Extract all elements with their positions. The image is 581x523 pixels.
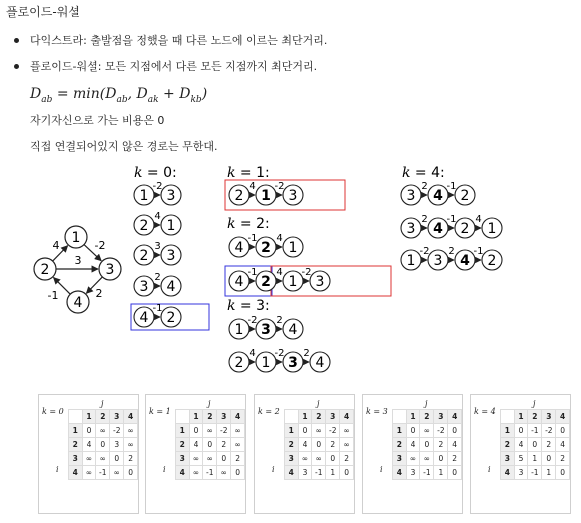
path-sequence	[401, 181, 475, 205]
node-label: 3	[105, 262, 115, 278]
bullet-text: 플로이드-워셜: 모든 지점에서 다른 모든 지점까지 최단거리.	[30, 60, 318, 73]
table-cell: -1	[420, 466, 434, 480]
edge-weight: 4	[52, 239, 60, 252]
path-sequence	[134, 272, 181, 296]
path-node-label: 3	[288, 188, 298, 204]
path-node-label: 2	[487, 253, 497, 269]
path-weight: 2	[276, 315, 283, 326]
table-cell: 0	[420, 438, 434, 452]
bullet-text: 다익스트라: 출발점을 정했을 때 다른 노드에 이르는 최단거리.	[30, 34, 328, 47]
path-weight: 2	[421, 214, 428, 225]
table-cell: 4	[82, 438, 96, 452]
table-row	[501, 438, 570, 452]
table-cell: 3	[298, 466, 312, 480]
table-row	[176, 466, 245, 480]
table-cell: 0	[298, 424, 312, 438]
table-cell: ∞	[312, 424, 326, 438]
path-node-label: 2	[139, 248, 149, 264]
path-node-label: 3	[166, 188, 176, 204]
path-node-label: 3	[315, 274, 325, 290]
path-sequence	[229, 233, 303, 257]
table-cell: 2	[124, 452, 138, 466]
table-row-header: 3	[393, 452, 407, 466]
table-row	[69, 424, 138, 438]
path-node-label: 1	[261, 188, 271, 204]
path-weight: 2	[448, 246, 455, 257]
table-row	[285, 466, 354, 480]
table-i-label: i	[163, 465, 166, 474]
table-cell: 0	[312, 438, 326, 452]
path-node-label: 2	[139, 218, 149, 234]
table-row-header: 3	[69, 452, 83, 466]
table-row	[69, 452, 138, 466]
table-cell: 2	[556, 452, 570, 466]
table-col-header: 1	[406, 410, 420, 424]
table-col-header: 3	[542, 410, 556, 424]
path-weight: -2	[274, 348, 285, 359]
edge-weight: 3	[74, 254, 82, 267]
table-cell: 0	[528, 438, 542, 452]
table-row-header: 1	[501, 424, 515, 438]
table-cell: 4	[189, 438, 203, 452]
table-row-header: 4	[285, 466, 299, 480]
path-node-label: 2	[460, 221, 470, 237]
table-row-header: 3	[176, 452, 190, 466]
table-cell: ∞	[124, 424, 138, 438]
table-row	[285, 438, 354, 452]
path-sequence	[134, 303, 181, 327]
table-cell: ∞	[231, 424, 245, 438]
table-cell: 5	[514, 452, 528, 466]
path-node-label: 2	[234, 188, 244, 204]
path-weight: 4	[276, 233, 283, 244]
path-node-label: 1	[288, 274, 298, 290]
path-node-label: 3	[139, 279, 149, 295]
table-k-label: k = 0	[42, 407, 64, 416]
path-sequence	[229, 267, 330, 291]
path-weight: -1	[473, 246, 484, 257]
table-cell: ∞	[203, 424, 217, 438]
table-col-header: 1	[82, 410, 96, 424]
table-row-header: 2	[393, 438, 407, 452]
path-weight: 4	[276, 267, 283, 278]
table-cell: -2	[326, 424, 340, 438]
table-cell: 1	[528, 452, 542, 466]
table-cell: 0	[326, 452, 340, 466]
table-row-header: 4	[393, 466, 407, 480]
table-cell: ∞	[340, 438, 354, 452]
table-cell: ∞	[96, 452, 110, 466]
distance-table-k2	[254, 394, 355, 514]
path-weight: -1	[152, 303, 163, 314]
distance-table-k0	[38, 394, 139, 514]
distance-table-k3	[362, 394, 463, 514]
recurrence-formula: $D_{ab} = \min(D_{ab}$, $D_{ak} + D_{kb}$)	[30, 86, 208, 105]
edge-weight: -1	[47, 289, 59, 302]
path-node-label: 2	[234, 355, 244, 371]
table-cell: -1	[96, 466, 110, 480]
table-row	[176, 424, 245, 438]
node-label: 2	[40, 262, 50, 278]
table-cell: 0	[542, 452, 556, 466]
table-cell: 1	[326, 466, 340, 480]
heading-k0: k = 0:	[134, 165, 177, 181]
path-sequence	[134, 181, 181, 205]
table-k-label: k = 2	[258, 407, 280, 416]
table-cell: 4	[448, 438, 462, 452]
table-row-header: 2	[176, 438, 190, 452]
table-row	[69, 466, 138, 480]
table-cell: 0	[217, 452, 231, 466]
table-cell: 0	[96, 438, 110, 452]
path-sequence	[134, 211, 181, 235]
table-row	[393, 424, 462, 438]
path-node-label: 3	[433, 253, 443, 269]
table-cell: 0	[189, 424, 203, 438]
table-row-header: 4	[501, 466, 515, 480]
table-cell: 0	[231, 466, 245, 480]
path-weight: 2	[154, 272, 161, 283]
table-cell: 2	[542, 438, 556, 452]
table-row-header: 1	[176, 424, 190, 438]
table-row-header: 4	[176, 466, 190, 480]
path-node-label: 2	[460, 188, 470, 204]
table-cell: ∞	[110, 466, 124, 480]
table-i-label: i	[380, 465, 383, 474]
table-cell: 4	[406, 438, 420, 452]
path-node-label: 1	[234, 322, 244, 338]
page-title: 플로이드-워셜	[6, 5, 80, 19]
table-row	[501, 424, 570, 438]
path-node-label: 1	[261, 355, 271, 371]
path-node-label: 2	[261, 240, 271, 256]
table-col-header: 2	[312, 410, 326, 424]
table-col-header: 4	[340, 410, 354, 424]
table-cell: ∞	[420, 452, 434, 466]
table-cell: 2	[326, 438, 340, 452]
path-weight: -2	[419, 246, 430, 257]
table-cell: ∞	[298, 452, 312, 466]
path-node-label: 1	[406, 253, 416, 269]
path-node-label: 4	[433, 221, 443, 237]
table-cell: -2	[110, 424, 124, 438]
graph-main	[34, 226, 121, 313]
heading-k3: k = 3:	[227, 298, 270, 314]
table-col-header: 2	[420, 410, 434, 424]
table-row	[393, 438, 462, 452]
node-label: 4	[73, 295, 83, 311]
table-cell: 0	[556, 424, 570, 438]
edge-weight: 2	[95, 287, 103, 300]
table-cell: 0	[124, 466, 138, 480]
path-node-label: 1	[288, 240, 298, 256]
path-weight: -1	[446, 181, 457, 192]
path-weight: 4	[249, 181, 256, 192]
path-node-label: 4	[234, 240, 244, 256]
path-node-label: 2	[261, 274, 271, 290]
table-cell: 4	[298, 438, 312, 452]
path-node-label: 4	[139, 310, 149, 326]
path-node-label: 4	[433, 188, 443, 204]
path-weight: 3	[154, 241, 161, 252]
path-sequence	[229, 348, 330, 372]
table-row-header: 1	[285, 424, 299, 438]
path-weight: 4	[475, 214, 482, 225]
table-cell: ∞	[312, 452, 326, 466]
table-cell: ∞	[189, 452, 203, 466]
table-i-label: i	[56, 465, 59, 474]
distance-table-k1	[145, 394, 246, 514]
table-cell: 1	[542, 466, 556, 480]
table-col-header: 4	[448, 410, 462, 424]
table-col-header: 3	[326, 410, 340, 424]
table-cell: ∞	[82, 452, 96, 466]
table-cell: 0	[340, 466, 354, 480]
table-row-header: 3	[501, 452, 515, 466]
path-weight: -1	[247, 267, 258, 278]
table-row-header: 1	[393, 424, 407, 438]
table-cell: ∞	[82, 466, 96, 480]
table-cell: -1	[528, 466, 542, 480]
table-cell: 2	[217, 438, 231, 452]
path-node-label: 3	[166, 248, 176, 264]
table-row	[393, 466, 462, 480]
table-row	[285, 452, 354, 466]
table-cell: -1	[312, 466, 326, 480]
table-cell: ∞	[231, 438, 245, 452]
path-node-label: 1	[166, 218, 176, 234]
table-cell: 2	[231, 452, 245, 466]
table-row	[501, 466, 570, 480]
path-weight: 2	[303, 348, 310, 359]
table-col-header: 3	[434, 410, 448, 424]
table-cell: -2	[434, 424, 448, 438]
path-sequence	[401, 214, 502, 238]
path-node-label: 3	[288, 355, 298, 371]
table-cell: 4	[556, 438, 570, 452]
table-col-header: 4	[556, 410, 570, 424]
distance-table-k4	[470, 394, 571, 514]
table-row	[176, 452, 245, 466]
table-col-header: 4	[124, 410, 138, 424]
table-cell: ∞	[203, 452, 217, 466]
path-weight: -2	[274, 181, 285, 192]
table-cell: 4	[514, 438, 528, 452]
path-node-label: 4	[315, 355, 325, 371]
table-row-header: 2	[69, 438, 83, 452]
path-weight: -1	[446, 214, 457, 225]
path-node-label: 2	[166, 310, 176, 326]
path-node-label: 4	[166, 279, 176, 295]
table-j-label: j	[533, 399, 536, 408]
table-cell: 0	[82, 424, 96, 438]
path-weight: -2	[301, 267, 312, 278]
table-cell: ∞	[340, 424, 354, 438]
table-cell: ∞	[96, 424, 110, 438]
heading-k2: k = 2:	[227, 216, 270, 232]
table-j-label: j	[208, 399, 211, 408]
table-cell: 3	[406, 466, 420, 480]
table-i-label: i	[272, 465, 275, 474]
path-weight: -2	[247, 315, 258, 326]
table-j-label: j	[425, 399, 428, 408]
note-self-cost: 자기자신으로 가는 비용은 0	[30, 114, 165, 127]
table-cell: -2	[542, 424, 556, 438]
table-cell: -2	[217, 424, 231, 438]
table-k-label: k = 3	[366, 407, 388, 416]
path-node-label: 3	[406, 221, 416, 237]
path-sequence	[401, 246, 502, 270]
table-cell: 0	[406, 424, 420, 438]
table-row-header: 2	[285, 438, 299, 452]
path-weight: -1	[247, 233, 258, 244]
table-col-header: 3	[217, 410, 231, 424]
path-node-label: 3	[261, 322, 271, 338]
path-sequence	[229, 315, 303, 339]
path-node-label: 1	[487, 221, 497, 237]
table-k-label: k = 4	[474, 407, 496, 416]
table-col-header: 1	[189, 410, 203, 424]
path-weight: 2	[421, 181, 428, 192]
path-weight: 4	[154, 211, 161, 222]
table-row-header: 2	[501, 438, 515, 452]
table-cell: 2	[448, 452, 462, 466]
table-cell: ∞	[124, 438, 138, 452]
table-col-header: 2	[96, 410, 110, 424]
table-col-header: 2	[528, 410, 542, 424]
table-cell: 2	[434, 438, 448, 452]
node-label: 1	[71, 230, 81, 246]
table-cell: 0	[514, 424, 528, 438]
table-cell: 0	[448, 466, 462, 480]
note-infinity: 직접 연결되어있지 않은 경로는 무한대.	[30, 140, 218, 153]
path-weight: 4	[249, 348, 256, 359]
table-cell: 1	[434, 466, 448, 480]
table-row	[176, 438, 245, 452]
table-col-header: 3	[110, 410, 124, 424]
path-sequence	[229, 181, 303, 205]
table-row	[393, 452, 462, 466]
table-cell: -1	[528, 424, 542, 438]
table-row	[501, 452, 570, 466]
table-col-header: 1	[298, 410, 312, 424]
heading-k1: k = 1:	[227, 165, 270, 181]
path-node-label: 4	[234, 274, 244, 290]
table-col-header: 4	[231, 410, 245, 424]
table-j-label: j	[317, 399, 320, 408]
table-cell: 0	[556, 466, 570, 480]
path-node-label: 4	[460, 253, 470, 269]
table-cell: 0	[110, 452, 124, 466]
table-cell: 3	[110, 438, 124, 452]
path-node-label: 3	[406, 188, 416, 204]
path-node-label: 1	[139, 188, 149, 204]
edge-weight: -2	[94, 239, 106, 252]
table-j-label: j	[101, 399, 104, 408]
table-i-label: i	[488, 465, 491, 474]
path-sequence	[134, 241, 181, 265]
table-cell: 3	[514, 466, 528, 480]
path-node-label: 4	[288, 322, 298, 338]
table-k-label: k = 1	[149, 407, 171, 416]
table-row	[69, 438, 138, 452]
table-cell: ∞	[420, 424, 434, 438]
table-cell: 0	[203, 438, 217, 452]
table-row-header: 3	[285, 452, 299, 466]
table-cell: 0	[434, 452, 448, 466]
table-col-header: 2	[203, 410, 217, 424]
table-cell: ∞	[406, 452, 420, 466]
heading-k4: k = 4:	[402, 165, 445, 181]
table-row-header: 4	[69, 466, 83, 480]
table-cell: -1	[203, 466, 217, 480]
table-cell: ∞	[217, 466, 231, 480]
table-row	[285, 424, 354, 438]
table-row-header: 1	[69, 424, 83, 438]
table-cell: 2	[340, 452, 354, 466]
table-col-header: 1	[514, 410, 528, 424]
path-weight: -2	[152, 181, 163, 192]
table-cell: 0	[448, 424, 462, 438]
table-cell: ∞	[189, 466, 203, 480]
